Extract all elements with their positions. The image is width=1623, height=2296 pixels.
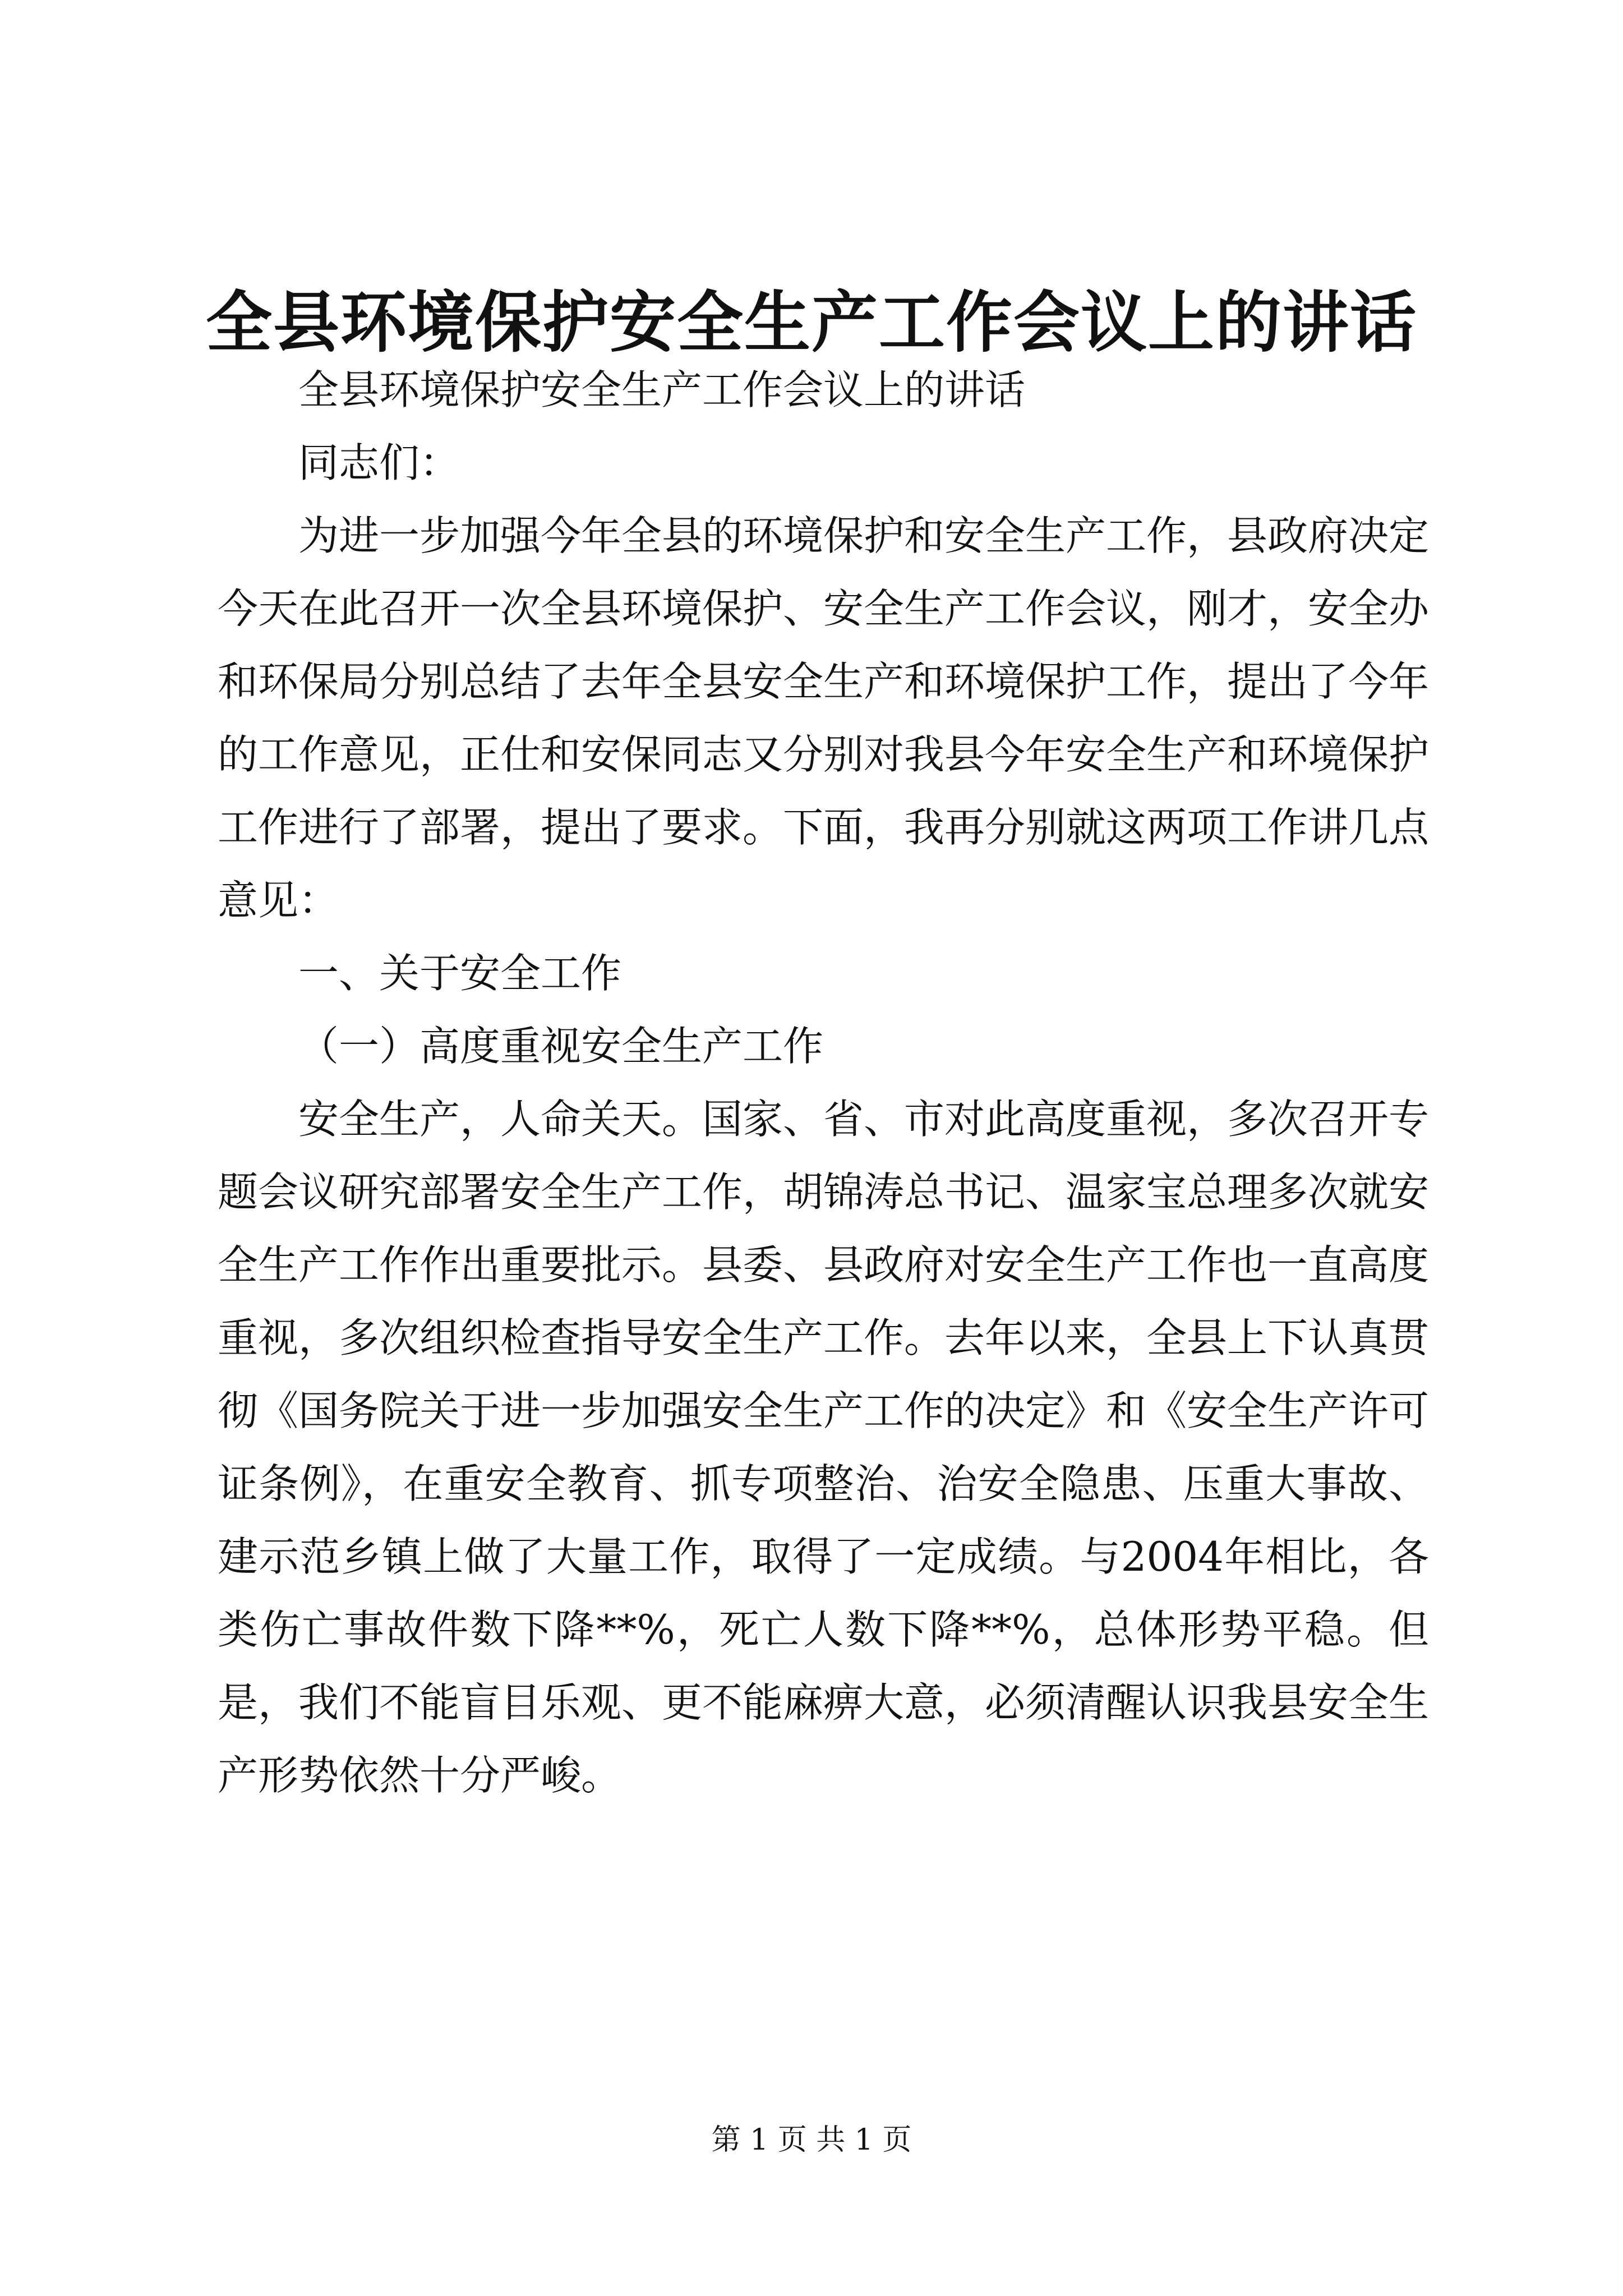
subtitle-paragraph: 全县环境保护安全生产工作会议上的讲话 — [298, 366, 1026, 413]
document-body — [218, 353, 1429, 1812]
salutation-paragraph: 同志们： — [298, 439, 460, 486]
document-title: 全县环境保护安全生产工作会议上的讲话 — [205, 284, 1417, 361]
section-heading: 一、关于安全工作 — [298, 950, 622, 997]
intro-paragraph: 为进一步加强今年全县的环境保护和安全生产工作，县政府决定今天在此召开一次全县环境保护、安全生产工作会议，刚才，安全办和环保局分别总结了去年全县安全生产和环境保护工作，提出了今年的工作意见，正仕和安保同志又分别对我县今年安全生产和环境保护工作进行了部署，提出了要求。下面，我再分别就这两项工作讲几点意见： — [218, 512, 1430, 924]
page-footer: 第 1 页 共 1 页 — [711, 2123, 912, 2157]
body-paragraph: 安全生产，人命关天。国家、省、市对此高度重视，多次召开专题会议研究部署安全生产工作，胡锦涛总书记、温家宝总理多次就安全生产工作作出重要批示。县委、县政府对安全生产工作也一直高度重视，多次组织检查指导安全生产工作。去年以来，全县上下认真贯彻《国务院关于进一步加强安全生产工作的决定》和《安全生产许可证条例》，在重安全教育、抓专项整治、治安全隐患、压重大事故、建示范乡镇上做了大量工作，取得了一定成绩。与2004年相比，各类伤亡事故件数下降**%，死亡人数下降**%，总体形势平稳。但是，我们不能盲目乐观、更不能麻痹大意，必须清醒认识我县安全生产形势依然十分严峻。 — [218, 1096, 1430, 1799]
subsection-heading: （一）高度重视安全生产工作 — [298, 1023, 824, 1070]
